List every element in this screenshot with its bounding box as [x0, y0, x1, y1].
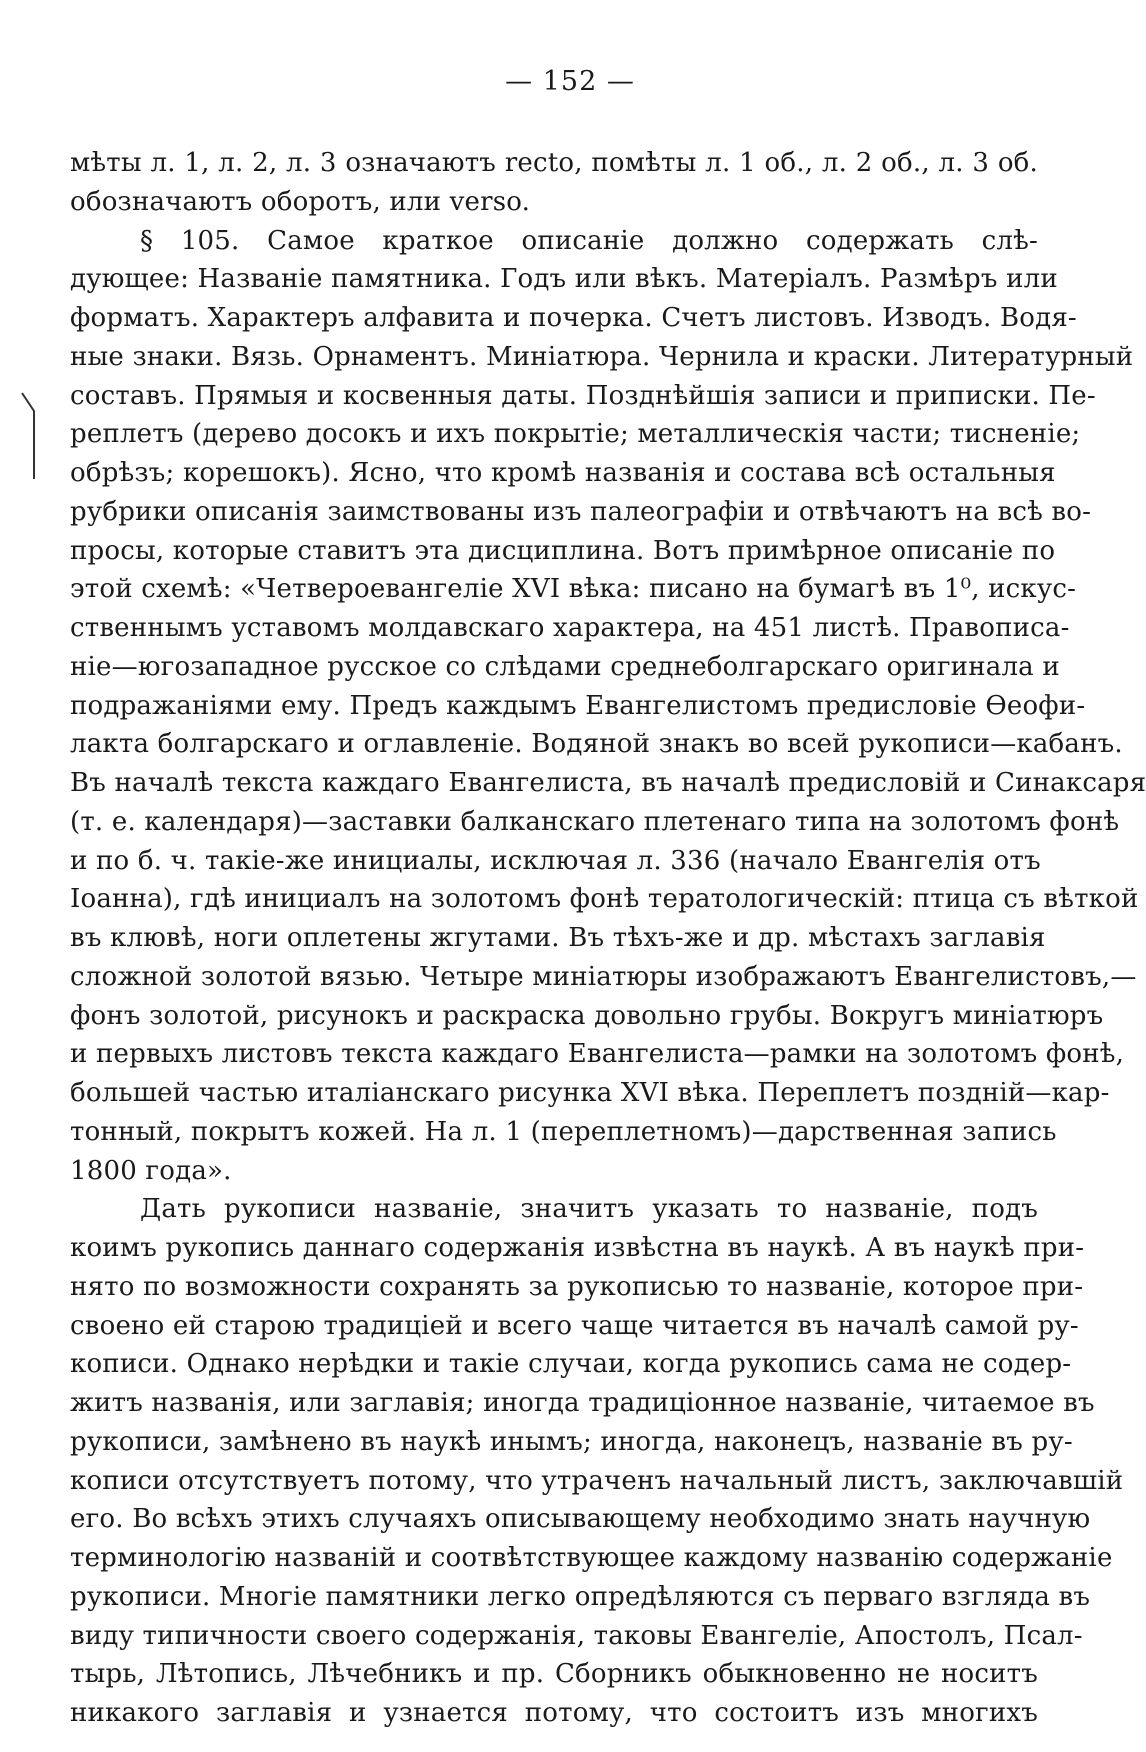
text-line: фонъ золотой, рисунокъ и раскраска довольно грубы. Вокругъ миніатюръ [70, 1000, 1104, 1031]
text-line: мѣты л. 1, л. 2, л. 3 означаютъ recto, помѣты л. 1 об., л. 2 об., л. 3 об. [70, 148, 1038, 178]
text-line: обрѣзъ; корешокъ). Ясно, что кромѣ названія и состава всѣ остальныя [70, 458, 1056, 488]
text-line: и первыхъ листовъ текста каждаго Евангелиста—рамки на золотомъ фонѣ, [70, 1039, 1125, 1070]
text-line: просы, которые ставитъ эта дисциплина. Вотъ примѣрное описаніе по [70, 535, 1056, 566]
text-line: никакого заглавія и узнается потому, что состоитъ изъ многихъ [70, 1698, 1038, 1728]
text-line: (т. е. календаря)—заставки балканскаго плетенаго типа на золотомъ фонѣ [70, 806, 1120, 837]
text-line: рукописи. Многіе памятники легко опредѣляются съ перваго взгляда въ [70, 1581, 1091, 1612]
page-number: — 152 — [505, 66, 635, 97]
text-line: ственнымъ уставомъ молдавскаго характера, на 451 листѣ. Правописа- [70, 613, 1070, 643]
text-line: рукописи, замѣнено въ наукѣ инымъ; иногда, наконецъ, названіе въ ру- [70, 1426, 1073, 1457]
text-line: тырь, Лѣтопись, Лѣчебникъ и пр. Сборникъ обыкновенно не носитъ [70, 1659, 1038, 1690]
margin-bracket-mark [18, 391, 42, 481]
text-line: сложной золотой вязью. Четыре миніатюры изображаютъ Евангелистовъ,— [70, 961, 1137, 992]
text-line: кописи. Однако нерѣдки и такіе случаи, когда рукопись сама не содер- [70, 1349, 1072, 1380]
text-line: 1800 года». [70, 1155, 232, 1186]
text-line: ные знаки. Вязь. Орнаментъ. Миніатюра. Чернила и краски. Литературный [70, 341, 1134, 372]
text-line: виду типичности своего содержанія, таковы Евангеліе, Апостолъ, Псал- [70, 1620, 1083, 1651]
text-line: дующее: Названіе памятника. Годъ или вѣкъ. Матеріалъ. Размѣръ или [70, 264, 1058, 295]
text-line: тонный, покрытъ кожей. На л. 1 (переплетномъ)—дарственная запись [70, 1116, 1057, 1147]
text-line: рубрики описанія заимствованы изъ палеографіи и отвѣчаютъ на всѣ во- [70, 496, 1092, 527]
text-line: обозначаютъ оборотъ, или verso. [70, 186, 531, 217]
book-page [60, 60, 1146, 1728]
text-line: составъ. Прямыя и косвенныя даты. Позднѣйшія записи и приписки. Пе- [70, 380, 1096, 411]
text-line: въ клювѣ, ноги оплетены жгутами. Въ тѣхъ-же и др. мѣстахъ заглавія [70, 923, 1046, 953]
text-line: реплетъ (дерево досокъ и ихъ покрытіе; металлическія части; тисненіе; [70, 419, 1081, 450]
text-line: его. Во всѣхъ этихъ случаяхъ описывающему необходимо знать научную [70, 1504, 1091, 1535]
text-line: большей частью италіанскаго рисунка XVI вѣка. Переплетъ поздній—кар- [70, 1078, 1110, 1108]
text-line: житъ названія, или заглавія; иногда традиціонное названіе, читаемое въ [70, 1388, 1095, 1418]
text-line: ніе—югозападное русское со слѣдами среднеболгарскаго оригинала и [70, 651, 1060, 682]
text-line: и по б. ч. такіе-же инициалы, исключая л. 336 (начало Евангелія отъ [70, 845, 1041, 876]
text-line: подражаніями ему. Предъ каждымъ Евангелистомъ предисловіе Өеофи- [70, 690, 1086, 721]
text-line: форматъ. Характеръ алфавита и почерка. Счетъ листовъ. Изводъ. Водя- [70, 303, 1077, 333]
text-line: этой схемѣ: «Четвероевангеліе XVI вѣка: писано на бумагѣ въ 1⁰, искус- [70, 574, 1077, 605]
text-line: терминологію названій и соотвѣтствующее каждому названію содержаніе [70, 1543, 1113, 1573]
text-line: своено ей старою традиціей и всего чаще читается въ началѣ самой ру- [70, 1310, 1079, 1341]
body-text [70, 144, 1146, 1733]
text-line: Въ началѣ текста каждаго Евангелиста, въ началѣ предисловій и Синаксаря [70, 768, 1146, 798]
text-line: § 105. Самое краткое описаніе должно содержать слѣ- [140, 225, 1038, 256]
text-line: Дать рукописи названіе, значитъ указать то названіе, подъ [140, 1194, 1038, 1225]
text-line: кописи отсутствуетъ потому, что утраченъ начальный листъ, заключавшій [70, 1465, 1124, 1496]
text-line: лакта болгарскаго и оглавленіе. Водяной знакъ во всей рукописи—кабанъ. [70, 729, 1123, 760]
text-line: коимъ рукопись даннаго содержанія извѣстна въ наукѣ. А въ наукѣ при- [70, 1233, 1085, 1263]
text-line: Іоанна), гдѣ инициалъ на золотомъ фонѣ тератологическій: птица съ вѣткой [70, 884, 1139, 915]
text-line: нято по возможности сохранять за рукописью то названіе, которое при- [70, 1271, 1084, 1302]
